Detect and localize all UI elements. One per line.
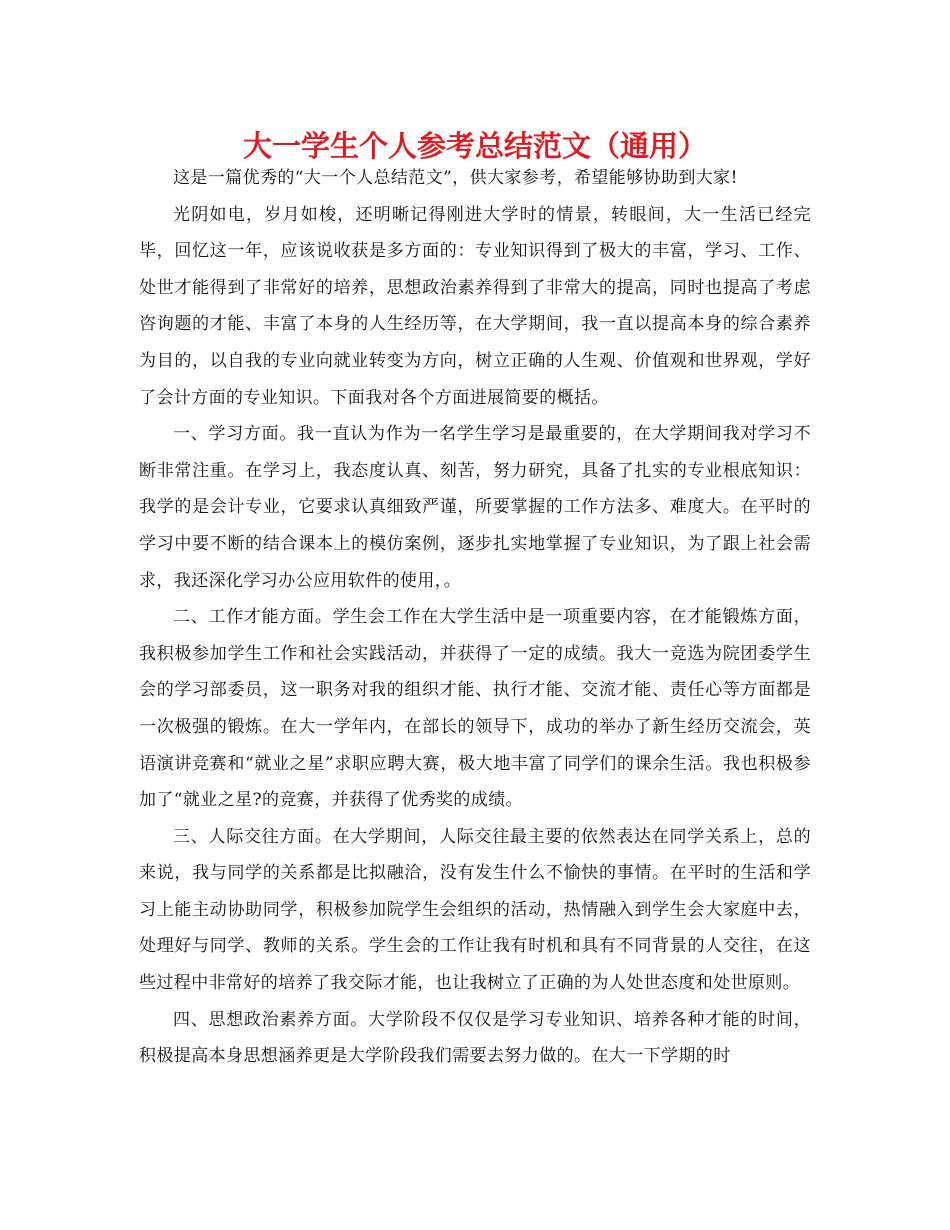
document-title: 大一学生个人参考总结范文（通用）	[242, 129, 707, 163]
document-body	[139, 160, 811, 1075]
overview-paragraph: 光阴如电，岁月如梭，还明晰记得刚进大学时的情景，转眼间，大一生活已经完毕，回忆这一年，应该说收获是多方面的：专业知识得到了极大的丰富，学习、工作、处世才能得到了非常好的培养，思想政治素养得到了非常大的提高，同时也提高了考虑咨询题的才能、丰富了本身的人生经历等，在大学期间，我一直以提高本身的综合素养为目的，以自我的专业向就业转变为方向，树立正确的人生观、价值观和世界观，学好了会计方面的专业知识。下面我对各个方面进展简要的概括。	[139, 204, 811, 408]
work-section-paragraph: 二、工作才能方面。学生会工作在大学生活中是一项重要内容，在才能锻炼方面，我积极参加学生工作和社会实践活动，并获得了一定的成绩。我大一竞选为院团委学生会的学习部委员，这一职务对我的组织才能、执行才能、交流才能、责任心等方面都是一次极强的锻炼。在大一学年内，在部长的领导下，成功的举办了新生经历交流会，英语演讲竞赛和“就业之星”求职应聘大赛，极大地丰富了同学们的课余生活。我也积极参加了“就业之星?的竞赛，并获得了优秀奖的成绩。	[139, 607, 811, 811]
study-section-paragraph: 一、学习方面。我一直认为作为一名学生学习是最重要的，在大学期间我对学习不断非常注重。在学习上，我态度认真、刻苦，努力研究，具备了扎实的专业根底知识：我学的是会计专业，它要求认真细致严谨，所要掌握的工作方法多、难度大。在平时的学习中要不断的结合课本上的模仿案例，逐步扎实地掌握了专业知识，为了跟上社会需求，我还深化学习办公应用软件的使用，。	[139, 424, 811, 591]
ideology-section-paragraph: 四、思想政治素养方面。大学阶段不仅仅是学习专业知识、培养各种才能的时间，积极提高本身思想涵养更是大学阶段我们需要去努力做的。在大一下学期的时	[139, 1009, 811, 1067]
social-section-paragraph: 三、人际交往方面。在大学期间，人际交往最主要的依然表达在同学关系上，总的来说，我与同学的关系都是比拟融洽，没有发生什么不愉快的事情。在平时的生活和学习上能主动协助同学，积极参加院学生会组织的活动，热情融入到学生会大家庭中去，处理好与同学、教师的关系。学生会的工作让我有时机和具有不同背景的人交往，在这些过程中非常好的培养了我交际才能，也让我树立了正确的为人处世态度和处世原则。	[139, 826, 811, 994]
intro-paragraph: 这是一篇优秀的“大一个人总结范文”，供大家参考，希望能够协助到大家!	[173, 168, 738, 188]
